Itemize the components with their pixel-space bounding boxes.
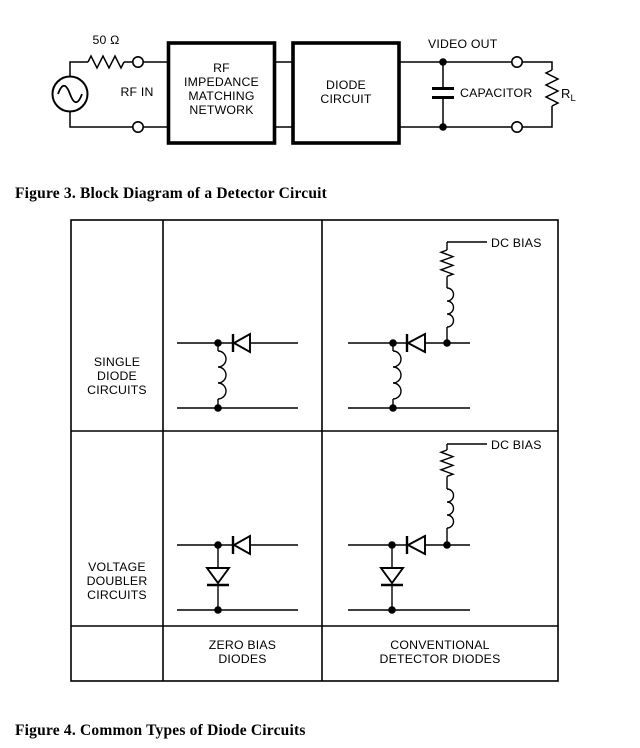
svg-text:DOUBLER: DOUBLER	[86, 574, 148, 588]
rf-in-bottom-wire	[70, 111, 168, 127]
svg-text:CONVENTIONAL: CONVENTIONAL	[390, 638, 490, 652]
output-bottom-wire	[399, 106, 552, 127]
series-diode-icon	[408, 334, 425, 352]
dc-bias-label: DC BIAS	[491, 438, 542, 452]
source-top-wire	[70, 62, 88, 77]
output-capacitor-icon	[432, 62, 454, 127]
series-diode-icon	[408, 536, 425, 554]
shunt-inductor-icon	[393, 351, 401, 399]
matching-network-line2: IMPEDANCE	[184, 75, 259, 89]
svg-text:SINGLE: SINGLE	[93, 355, 141, 369]
svg-text:CIRCUITS: CIRCUITS	[87, 383, 147, 397]
junction-dot	[439, 123, 447, 131]
circuit-doubler-zero-bias	[177, 536, 298, 614]
svg-text:CIRCUITS: CIRCUITS	[87, 588, 147, 602]
rf-in-label: RF IN	[120, 85, 154, 99]
junction-dot	[388, 606, 396, 614]
load-resistor-icon	[546, 70, 558, 106]
shunt-inductor-icon	[218, 351, 226, 399]
figure3-block-diagram	[53, 33, 576, 143]
series-diode-icon	[234, 536, 250, 554]
column-footer-zero-bias	[209, 638, 276, 666]
matching-network-line3: MATCHING	[188, 89, 255, 103]
load-resistor-label: R	[561, 86, 571, 101]
output-top-wire	[399, 62, 552, 70]
junction-dot	[388, 541, 396, 549]
video-out-top-terminal-icon	[512, 57, 522, 67]
figure4-caption: Figure 4. Common Types of Diode Circuits	[15, 722, 306, 739]
bias-resistor-icon	[441, 450, 453, 476]
junction-dot	[214, 541, 222, 549]
matching-network-line1: RF	[213, 61, 230, 75]
diode-circuit-line1: DIODE	[326, 78, 366, 92]
shunt-diode-icon	[381, 568, 403, 583]
video-out-bottom-terminal-icon	[512, 122, 522, 132]
junction-dot	[214, 606, 222, 614]
junction-dot	[443, 541, 451, 549]
figure4-table	[71, 220, 558, 681]
table-outer-border	[71, 220, 558, 681]
junction-dot	[214, 404, 222, 412]
shunt-diode-icon	[207, 568, 229, 583]
ac-source-icon	[53, 77, 88, 112]
column-footer-conventional	[380, 638, 501, 666]
series-diode-icon	[234, 334, 250, 352]
junction-dot	[214, 339, 222, 347]
capacitor-label: CAPACITOR	[460, 86, 533, 100]
junction-dot	[389, 339, 397, 347]
circuit-doubler-conventional	[348, 438, 542, 614]
bias-inductor-icon	[447, 489, 454, 528]
load-resistor-subscript: L	[570, 93, 576, 104]
dc-bias-label: DC BIAS	[491, 236, 542, 250]
junction-dot	[439, 58, 447, 66]
junction-dot	[389, 404, 397, 412]
junction-dot	[443, 339, 451, 347]
row-header-single-diode	[87, 355, 147, 397]
svg-text:ZERO BIAS: ZERO BIAS	[208, 638, 277, 652]
circuit-single-conventional	[348, 236, 542, 412]
svg-text:VOLTAGE: VOLTAGE	[88, 560, 146, 574]
source-impedance-label: 50 Ω	[92, 33, 120, 47]
bias-inductor-icon	[447, 288, 454, 327]
bias-resistor-icon	[441, 250, 453, 276]
diode-circuit-line2: CIRCUIT	[320, 92, 372, 106]
row-header-voltage-doubler	[87, 560, 148, 602]
circuit-single-zero-bias	[177, 334, 298, 412]
svg-text:DETECTOR DIODES: DETECTOR DIODES	[379, 652, 501, 666]
source-resistor-icon	[88, 56, 124, 68]
video-out-label: VIDEO OUT	[428, 37, 498, 51]
svg-text:DIODES: DIODES	[218, 652, 267, 666]
figure3-caption: Figure 3. Block Diagram of a Detector Circuit	[15, 185, 328, 202]
svg-text:DIODE: DIODE	[97, 369, 137, 383]
rf-in-bottom-terminal-icon	[133, 122, 143, 132]
rf-in-top-terminal-icon	[133, 57, 143, 67]
matching-network-line4: NETWORK	[189, 103, 254, 117]
